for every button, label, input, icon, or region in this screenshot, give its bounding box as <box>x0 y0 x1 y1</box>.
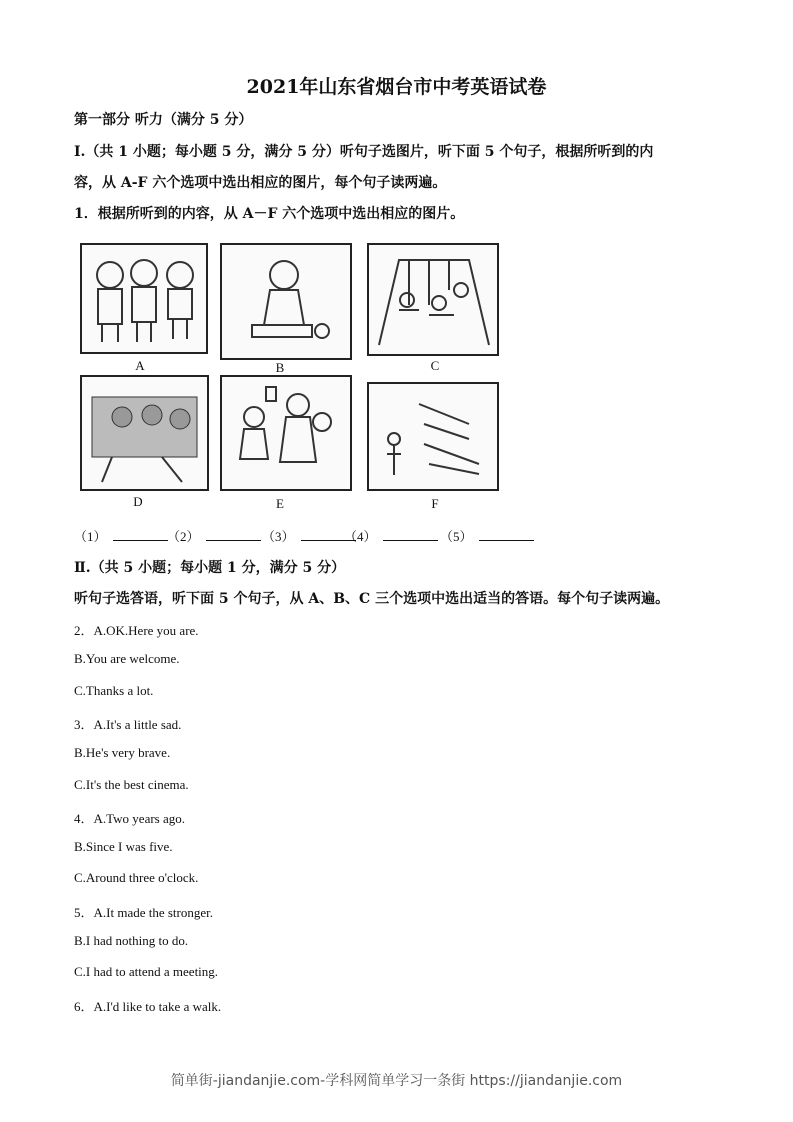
answer-number: （3） <box>262 529 295 544</box>
answer-option: B.Since I was five. <box>74 839 173 855</box>
answer-option: C.It's the best cinema. <box>74 776 189 792</box>
answer-option: C.Thanks a lot. <box>74 682 154 698</box>
picture-f <box>367 382 499 491</box>
answer-option: 2．A.OK.Here you are. <box>74 623 199 638</box>
part-heading: 第一部分 听力（满分 5 分） <box>74 112 253 128</box>
picture-a <box>80 243 208 354</box>
picture-label: F <box>431 496 439 511</box>
section2-heading: Ⅱ.（共 5 小题；每小题 1 分，满分 5 分） <box>74 560 346 576</box>
picture-label: A <box>135 358 145 373</box>
picture-label: E <box>276 496 284 511</box>
question-1: 1．根据所听到的内容，从 A－F 六个选项中选出相应的图片。 <box>74 206 465 222</box>
answer-option: 5．A.It made the stronger. <box>74 904 213 920</box>
answer-option: B.You are welcome. <box>74 651 180 667</box>
answer-blank-5[interactable] <box>440 526 534 545</box>
section1-line1: Ⅰ.（共 1 小题；每小题 5 分，满分 5 分）听句子选图片，听下面 5 个句子，根据所听到的内 <box>74 144 654 160</box>
picture-label: B <box>275 360 285 375</box>
footer-watermark: 简单街-jiandanjie.com-学科网简单学习一条街 https://jiandanjie.com <box>170 1073 623 1089</box>
answer-number: （5） <box>440 529 473 544</box>
answer-blank-1[interactable] <box>74 526 168 545</box>
answer-option: C.Around three o'clock. <box>74 870 199 886</box>
picture-e <box>220 375 352 491</box>
answer-number: （2） <box>167 529 200 544</box>
picture-d <box>80 375 209 491</box>
answer-option: C.I had to attend a meeting. <box>74 964 219 980</box>
answer-blank-3[interactable] <box>262 526 356 545</box>
picture-label: D <box>133 494 143 509</box>
answer-blank-2[interactable] <box>167 526 261 545</box>
section1-line2: 容，从 A-F 六个选项中选出相应的图片，每个句子读两遍。 <box>74 175 447 191</box>
answer-option: 4．A.Two years ago. <box>74 810 186 826</box>
picture-c <box>367 243 499 356</box>
answer-option: B.I had nothing to do. <box>74 933 189 948</box>
answer-option: 6．A.I'd like to take a walk. <box>74 998 222 1014</box>
answer-number: （1） <box>74 529 107 544</box>
answer-option: 3．A.It's a little sad. <box>74 716 182 732</box>
answer-option: B.He's very brave. <box>74 745 171 761</box>
section2-instruction: 听句子选答语，听下面 5 个句子，从 A、B、C 三个选项中选出适当的答语。每个句子读两遍。 <box>74 591 670 607</box>
answer-blank-4[interactable] <box>344 526 438 545</box>
page-title: 2021年山东省烟台市中考英语试卷 <box>246 76 547 98</box>
picture-b <box>220 243 352 360</box>
answer-number: （4） <box>344 529 377 544</box>
picture-label: C <box>430 358 440 373</box>
